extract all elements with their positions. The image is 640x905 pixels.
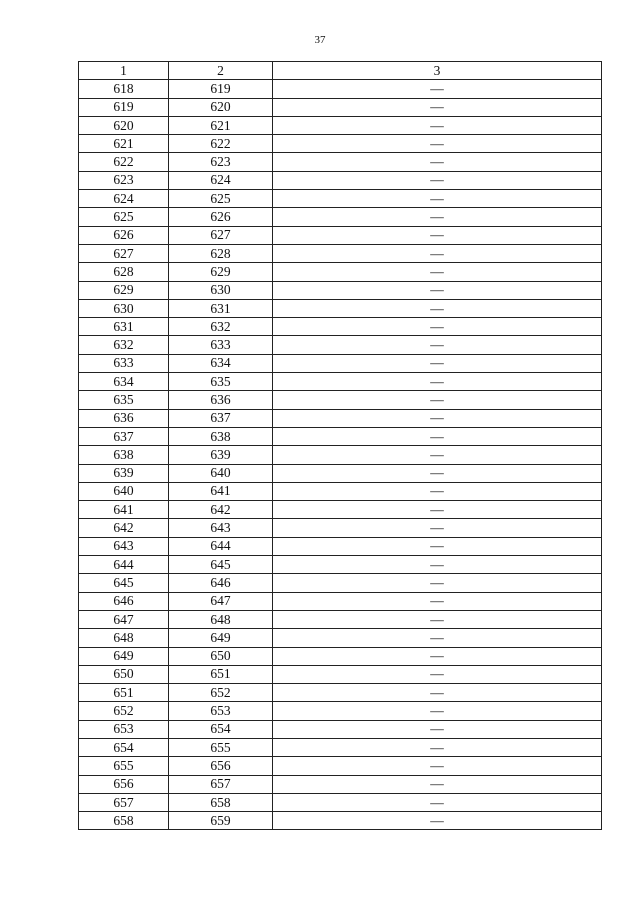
- dash-cell: —: [273, 190, 602, 208]
- table-cell: 657: [169, 775, 273, 793]
- dash-cell: —: [273, 610, 602, 628]
- table-row: [79, 281, 602, 299]
- table-cell: 629: [79, 281, 169, 299]
- table-body: [79, 80, 602, 830]
- dash-cell: —: [273, 501, 602, 519]
- table-cell: 635: [79, 391, 169, 409]
- table-cell: 641: [169, 482, 273, 500]
- table-cell: 638: [169, 427, 273, 445]
- table-cell: 657: [79, 793, 169, 811]
- column-header: 3: [273, 62, 602, 80]
- dash-cell: —: [273, 116, 602, 134]
- table-row: [79, 391, 602, 409]
- table-row: [79, 153, 602, 171]
- table-cell: 642: [169, 501, 273, 519]
- table-row: [79, 738, 602, 756]
- dash-cell: —: [273, 556, 602, 574]
- table-cell: 652: [169, 684, 273, 702]
- dash-cell: —: [273, 80, 602, 98]
- dash-cell: —: [273, 373, 602, 391]
- data-table: [78, 61, 602, 830]
- table-cell: 634: [79, 373, 169, 391]
- table-cell: 653: [79, 720, 169, 738]
- table-cell: 647: [169, 592, 273, 610]
- table-cell: 621: [79, 135, 169, 153]
- dash-cell: —: [273, 409, 602, 427]
- table-row: [79, 336, 602, 354]
- table-row: [79, 501, 602, 519]
- dash-cell: —: [273, 592, 602, 610]
- dash-cell: —: [273, 738, 602, 756]
- dash-cell: —: [273, 629, 602, 647]
- dash-cell: —: [273, 647, 602, 665]
- table-row: [79, 775, 602, 793]
- table-header-row: [79, 62, 602, 80]
- table-row: [79, 556, 602, 574]
- table-row: [79, 263, 602, 281]
- table-cell: 636: [169, 391, 273, 409]
- dash-cell: —: [273, 153, 602, 171]
- table-cell: 654: [79, 738, 169, 756]
- table-cell: 633: [169, 336, 273, 354]
- table-cell: 628: [169, 244, 273, 262]
- dash-cell: —: [273, 244, 602, 262]
- table-cell: 637: [79, 427, 169, 445]
- table-cell: 658: [169, 793, 273, 811]
- table-cell: 631: [79, 318, 169, 336]
- table-row: [79, 98, 602, 116]
- table-row: [79, 812, 602, 830]
- dash-cell: —: [273, 775, 602, 793]
- dash-cell: —: [273, 519, 602, 537]
- table-cell: 646: [79, 592, 169, 610]
- dash-cell: —: [273, 446, 602, 464]
- dash-cell: —: [273, 208, 602, 226]
- dash-cell: —: [273, 757, 602, 775]
- dash-cell: —: [273, 171, 602, 189]
- table-cell: 624: [79, 190, 169, 208]
- table-cell: 629: [169, 263, 273, 281]
- table-row: [79, 519, 602, 537]
- table-cell: 625: [169, 190, 273, 208]
- dash-cell: —: [273, 812, 602, 830]
- table-cell: 639: [169, 446, 273, 464]
- table-cell: 635: [169, 373, 273, 391]
- table-row: [79, 299, 602, 317]
- table-cell: 645: [79, 574, 169, 592]
- table-cell: 620: [79, 116, 169, 134]
- table-row: [79, 171, 602, 189]
- table-cell: 643: [169, 519, 273, 537]
- table-row: [79, 464, 602, 482]
- table-cell: 618: [79, 80, 169, 98]
- table-cell: 622: [169, 135, 273, 153]
- table-row: [79, 793, 602, 811]
- dash-cell: —: [273, 318, 602, 336]
- table-cell: 634: [169, 354, 273, 372]
- table-row: [79, 482, 602, 500]
- table-cell: 656: [169, 757, 273, 775]
- dash-cell: —: [273, 226, 602, 244]
- page-number: 37: [314, 34, 326, 46]
- table-cell: 640: [169, 464, 273, 482]
- table-row: [79, 665, 602, 683]
- table-cell: 651: [79, 684, 169, 702]
- table-row: [79, 592, 602, 610]
- dash-cell: —: [273, 702, 602, 720]
- table-cell: 650: [169, 647, 273, 665]
- table-row: [79, 190, 602, 208]
- dash-cell: —: [273, 135, 602, 153]
- table-cell: 654: [169, 720, 273, 738]
- table-cell: 653: [169, 702, 273, 720]
- table-row: [79, 537, 602, 555]
- table-cell: 631: [169, 299, 273, 317]
- table-cell: 619: [79, 98, 169, 116]
- dash-cell: —: [273, 537, 602, 555]
- dash-cell: —: [273, 793, 602, 811]
- table-cell: 623: [169, 153, 273, 171]
- table-cell: 655: [169, 738, 273, 756]
- table-cell: 637: [169, 409, 273, 427]
- table-cell: 652: [79, 702, 169, 720]
- dash-cell: —: [273, 427, 602, 445]
- table-row: [79, 80, 602, 98]
- table-cell: 648: [169, 610, 273, 628]
- dash-cell: —: [273, 336, 602, 354]
- table-row: [79, 610, 602, 628]
- table-row: [79, 684, 602, 702]
- table-row: [79, 629, 602, 647]
- table-cell: 626: [79, 226, 169, 244]
- table-cell: 633: [79, 354, 169, 372]
- table-cell: 622: [79, 153, 169, 171]
- table-row: [79, 427, 602, 445]
- table-cell: 649: [79, 647, 169, 665]
- table-cell: 627: [169, 226, 273, 244]
- table-row: [79, 208, 602, 226]
- table-cell: 620: [169, 98, 273, 116]
- table-cell: 640: [79, 482, 169, 500]
- table-cell: 642: [79, 519, 169, 537]
- table-cell: 624: [169, 171, 273, 189]
- table-cell: 632: [169, 318, 273, 336]
- table-cell: 650: [79, 665, 169, 683]
- table-row: [79, 409, 602, 427]
- table-cell: 644: [169, 537, 273, 555]
- table-cell: 638: [79, 446, 169, 464]
- table-row: [79, 574, 602, 592]
- table-cell: 628: [79, 263, 169, 281]
- table-cell: 627: [79, 244, 169, 262]
- dash-cell: —: [273, 98, 602, 116]
- table-cell: 619: [169, 80, 273, 98]
- table-cell: 645: [169, 556, 273, 574]
- table-cell: 630: [169, 281, 273, 299]
- table-cell: 647: [79, 610, 169, 628]
- table-cell: 658: [79, 812, 169, 830]
- table-cell: 625: [79, 208, 169, 226]
- table-cell: 646: [169, 574, 273, 592]
- dash-cell: —: [273, 574, 602, 592]
- table-cell: 636: [79, 409, 169, 427]
- table-row: [79, 226, 602, 244]
- dash-cell: —: [273, 665, 602, 683]
- dash-cell: —: [273, 684, 602, 702]
- table-cell: 651: [169, 665, 273, 683]
- table-cell: 626: [169, 208, 273, 226]
- table-row: [79, 354, 602, 372]
- table-cell: 649: [169, 629, 273, 647]
- table-cell: 630: [79, 299, 169, 317]
- table-row: [79, 757, 602, 775]
- table-row: [79, 702, 602, 720]
- dash-cell: —: [273, 464, 602, 482]
- table-cell: 648: [79, 629, 169, 647]
- table-row: [79, 135, 602, 153]
- dash-cell: —: [273, 482, 602, 500]
- column-header: 1: [79, 62, 169, 80]
- table-cell: 656: [79, 775, 169, 793]
- dash-cell: —: [273, 720, 602, 738]
- table-cell: 644: [79, 556, 169, 574]
- dash-cell: —: [273, 281, 602, 299]
- table-cell: 643: [79, 537, 169, 555]
- table-cell: 641: [79, 501, 169, 519]
- table-cell: 659: [169, 812, 273, 830]
- table-row: [79, 647, 602, 665]
- table-row: [79, 116, 602, 134]
- table-row: [79, 446, 602, 464]
- table-cell: 655: [79, 757, 169, 775]
- table-row: [79, 720, 602, 738]
- dash-cell: —: [273, 391, 602, 409]
- table-cell: 632: [79, 336, 169, 354]
- table-row: [79, 318, 602, 336]
- table-row: [79, 373, 602, 391]
- table-cell: 639: [79, 464, 169, 482]
- table-cell: 623: [79, 171, 169, 189]
- dash-cell: —: [273, 299, 602, 317]
- dash-cell: —: [273, 263, 602, 281]
- dash-cell: —: [273, 354, 602, 372]
- table-row: [79, 244, 602, 262]
- table-cell: 621: [169, 116, 273, 134]
- column-header: 2: [169, 62, 273, 80]
